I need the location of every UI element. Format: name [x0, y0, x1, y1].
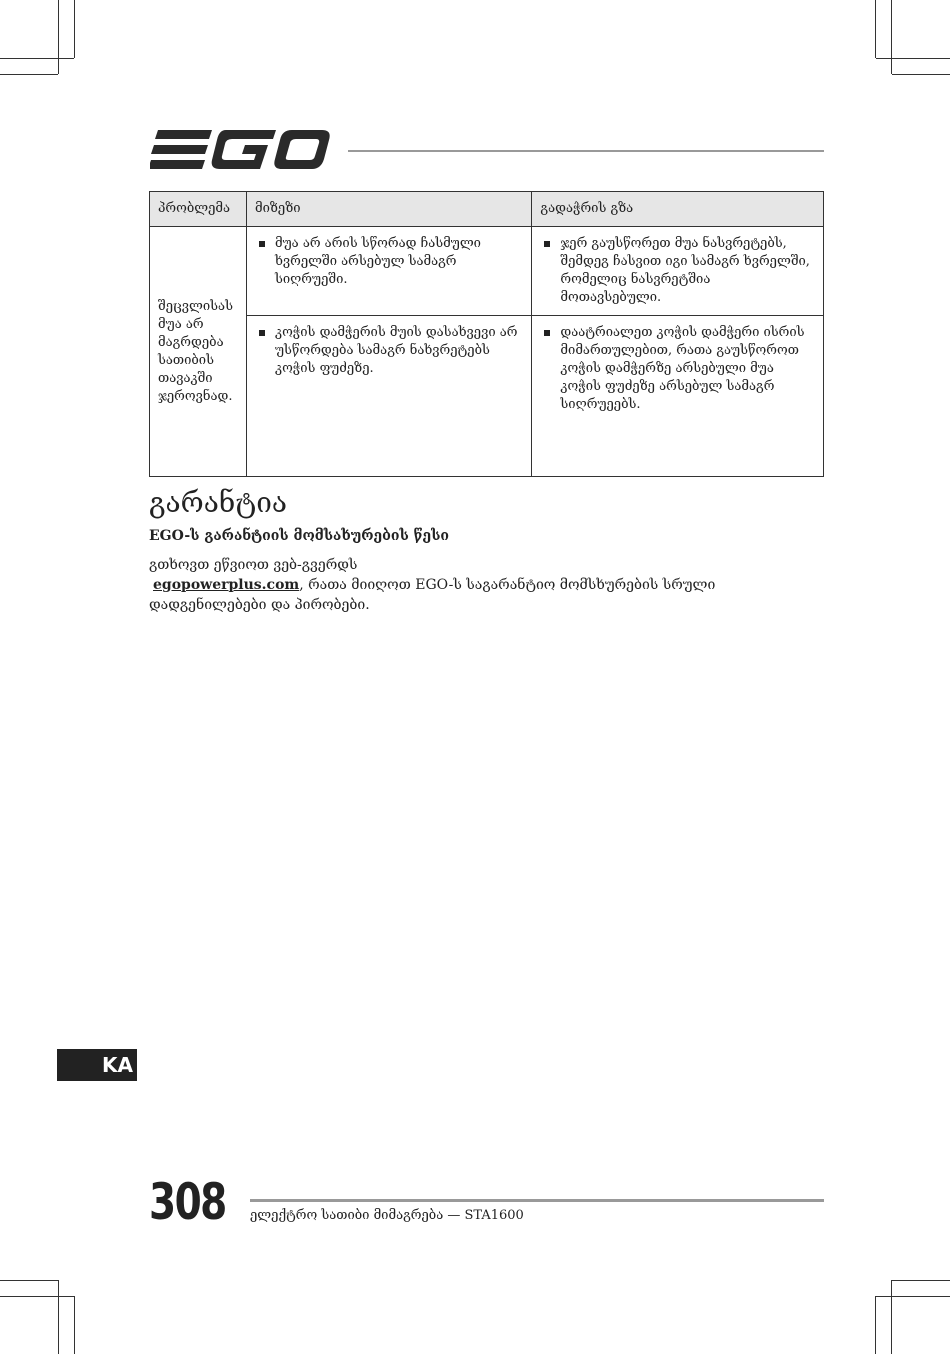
problem-cell: შეცვლისას მუა არ მაგრდება სათიბის თავაკში ჯეროვნად.	[150, 227, 247, 477]
cause-text: მუა არ არის სწორად ჩასმული ხვრელში არსებულ სამაგრ სიღრუეში.	[274, 236, 481, 287]
crop-mark	[891, 0, 892, 74]
crop-mark	[891, 1280, 892, 1354]
header-cause: მიზეზი	[246, 192, 531, 227]
cause-cell	[246, 316, 531, 477]
solution-cell	[532, 227, 824, 316]
header-rule	[348, 150, 824, 152]
solution-text: ჯერ გაუსწორეთ მუა ნასვრეტებს, შემდეგ ჩასვით იგი სამაგრ ხვრელში, რომელიც ნასვრეტშია მოთავსებული.	[560, 236, 810, 305]
language-tab: KA	[57, 1049, 137, 1081]
footer-rule	[250, 1199, 824, 1202]
crop-mark	[74, 0, 75, 58]
bullet-square	[259, 241, 265, 247]
bullet-square	[544, 330, 550, 336]
crop-mark	[876, 1296, 950, 1297]
table-header-row	[150, 192, 824, 227]
crop-mark	[875, 1296, 876, 1354]
footer-title: ელექტრო სათიბი მიმაგრება — STA1600	[250, 1208, 524, 1223]
table-row	[150, 316, 824, 477]
solution-text: დაატრიალეთ კოჭის დამჭერი ისრის მიმართულებით, რათა გაუსწოროთ კოჭის დამჭერზე არსებული მუა კოჭის ფუძეზე არსებულ სამაგრ სიღრუეებს.	[560, 325, 805, 412]
website-link[interactable]: egopowerplus.com	[153, 577, 300, 593]
crop-mark	[875, 0, 876, 58]
crop-mark	[58, 1280, 59, 1354]
cause-cell	[246, 227, 531, 316]
crop-mark	[0, 58, 74, 59]
warranty-line1: გთხოვთ ეწვიოთ ვებ-გვერდს	[149, 557, 358, 573]
header-solution: გადაჭრის გზა	[532, 192, 824, 227]
header-problem: პრობლემა	[150, 192, 247, 227]
warranty-body	[149, 555, 825, 615]
ego-logo	[150, 130, 330, 170]
crop-mark	[892, 1280, 950, 1281]
crop-mark	[58, 0, 59, 74]
page-number: 308	[149, 1173, 226, 1231]
bullet-square	[544, 241, 550, 247]
cause-text: კოჭის დამჭერის მუის დასახვევი არ უსწორდება სამაგრ ნახვრეტებს კოჭის ფუძეზე.	[274, 325, 518, 376]
warranty-title: გარანტია	[149, 486, 287, 519]
crop-mark	[892, 74, 950, 75]
crop-mark	[0, 1280, 58, 1281]
solution-cell	[532, 316, 824, 477]
crop-mark	[876, 58, 950, 59]
troubleshooting-table	[149, 191, 824, 477]
bullet-square	[259, 330, 265, 336]
table-row	[150, 227, 824, 316]
warranty-rest: , რათა მიიღოთ EGO-ს საგარანტიო მომსხურების სრული დადგენილებები და პირობები.	[149, 577, 716, 613]
crop-mark	[74, 1296, 75, 1354]
crop-mark	[0, 1296, 74, 1297]
warranty-subtitle: EGO-ს გარანტიის მომსახურების წესი	[149, 528, 450, 544]
crop-mark	[0, 74, 58, 75]
